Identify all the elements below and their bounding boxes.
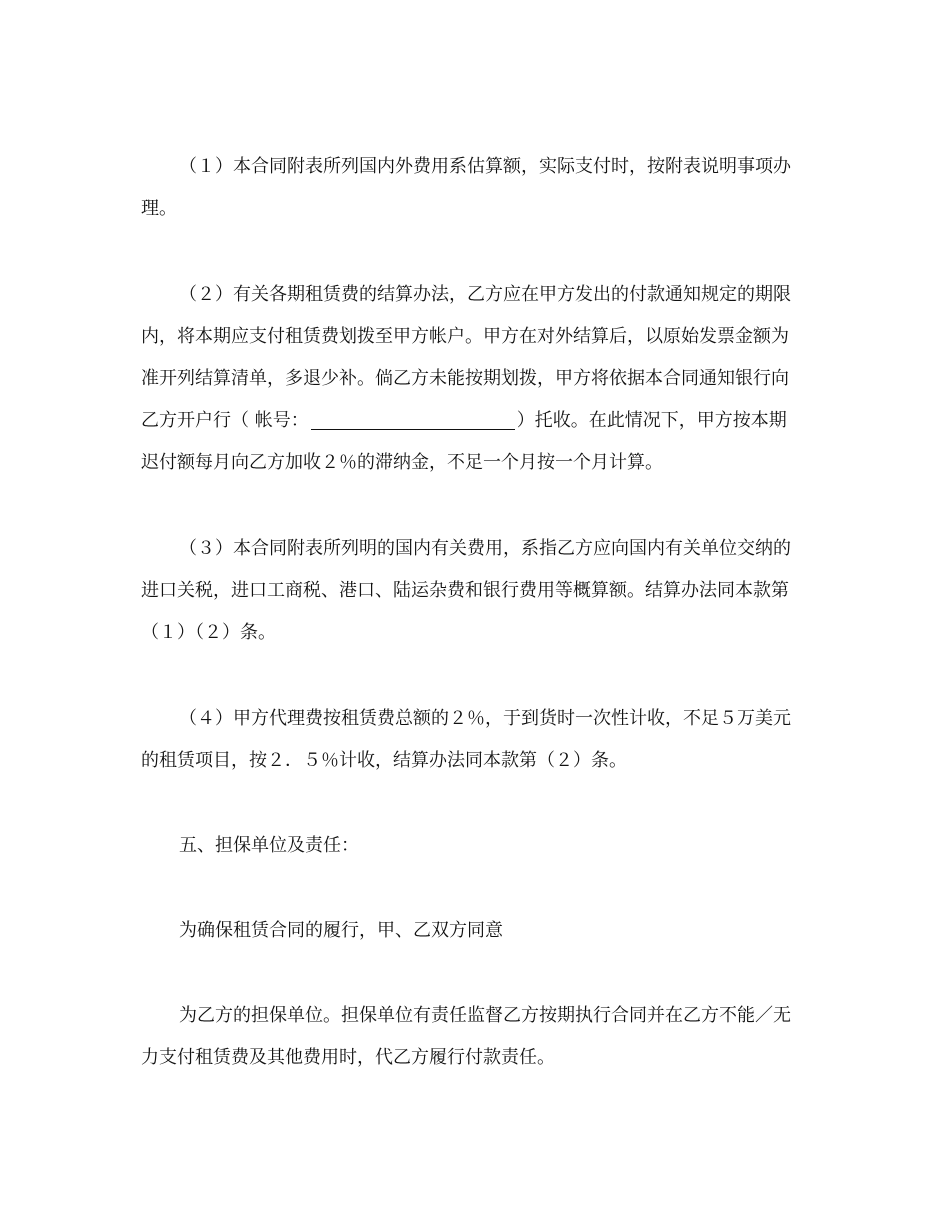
paragraph-2-line-5: 迟付额每月向乙方加收２％的滞纳金，不足一个月按一个月计算。	[141, 452, 663, 473]
paragraph-2	[141, 274, 811, 484]
paragraph-1-line-1: （１）本合同附表所列国内外费用系估算额，实际支付时，按附表说明事项办	[179, 156, 791, 177]
paragraph-4-line-1: （４）甲方代理费按租赁费总额的２％，于到货时一次性计收，不足５万美元	[179, 708, 791, 729]
paragraph-6-line-1: 为乙方的担保单位。担保单位有责任监督乙方按期执行合同并在乙方不能／无	[179, 1005, 791, 1026]
paragraph-4-line-2: 的租赁项目，按２．５％计收，结算办法同本款第（２）条。	[141, 750, 627, 771]
paragraph-2-line-1: （２）有关各期租赁费的结算办法，乙方应在甲方发出的付款通知规定的期限	[179, 284, 791, 305]
paragraph-3-line-1: （３）本合同附表所列明的国内有关费用，系指乙方应向国内有关单位交纳的	[179, 538, 791, 559]
paragraph-3	[141, 528, 811, 654]
account-label: 乙方开户行（ 帐号：	[141, 410, 309, 431]
paragraph-3-line-3: （１）（２）条。	[141, 622, 276, 643]
paragraph-6	[141, 995, 811, 1079]
paragraph-3-line-2: 进口关税，进口工商税、港口、陆运杂费和银行费用等概算额。结算办法同本款第	[141, 580, 789, 601]
paragraph-2-line-3: 准开列结算清单，多退少补。倘乙方未能按期划拨，甲方将依据本合同通知银行向	[141, 368, 789, 389]
paragraph-4	[141, 698, 811, 782]
paragraph-6-line-2: 力支付租赁费及其他费用时，代乙方履行付款责任。	[141, 1047, 555, 1068]
paragraph-2-line-2: 内，将本期应支付租赁费划拨至甲方帐户。甲方在对外结算后，以原始发票金额为	[141, 326, 789, 347]
paragraph-5	[141, 910, 811, 952]
paragraph-2-line-4	[141, 400, 811, 442]
paragraph-5-line-1: 为确保租赁合同的履行，甲、乙双方同意	[179, 920, 503, 941]
account-trailing-text: ）托收。在此情况下，甲方按本期	[516, 410, 787, 431]
account-number-blank	[311, 407, 515, 430]
section-heading	[141, 825, 811, 867]
section-heading-text: 五、担保单位及责任：	[179, 835, 359, 856]
paragraph-1-line-2: 理。	[141, 198, 177, 219]
paragraph-1	[141, 146, 811, 230]
